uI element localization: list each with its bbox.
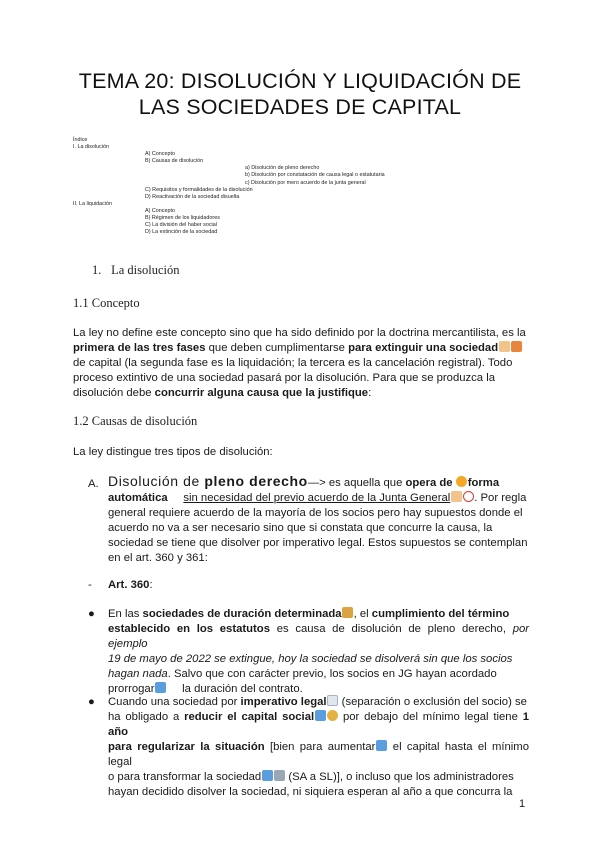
- down-arrow-icon: [315, 710, 326, 721]
- subsection-heading-concepto: 1.1 Concepto: [73, 296, 140, 310]
- toc-item[interactable]: D) La extinción de la sociedad: [145, 229, 218, 236]
- bold-text: para extinguir una sociedad: [348, 342, 499, 354]
- text-span: [bien para aumentar: [264, 741, 376, 753]
- text-line: proceso extintivo de una sociedad pasará por la disolución. Para que se produzca la: [73, 372, 496, 384]
- text-span: la duración del contrato.: [182, 683, 303, 695]
- people-icon: [511, 341, 522, 352]
- toc-item[interactable]: B) Régimen de los liquidadores: [145, 215, 220, 222]
- title-line-2: LAS SOCIEDADES DE CAPITAL: [138, 95, 462, 119]
- hourglass-icon: [342, 607, 353, 618]
- text-line: [108, 491, 529, 506]
- bold-text: Art. 360: [108, 579, 150, 591]
- bold-text: pleno derecho: [204, 473, 308, 489]
- text-line: [108, 607, 529, 622]
- text-span: es causa de disolución de pleno derecho,: [270, 623, 513, 635]
- text-span: el capital hasta el mínimo legal: [108, 741, 530, 768]
- document-title: [60, 68, 540, 120]
- clapping-hands-icon: [499, 341, 510, 352]
- toc-item[interactable]: D) Reactivación de la sociedad disuelta: [145, 193, 240, 200]
- text-line: sociedad se tiene que disolver por imperativo legal. Estos supuestos se contemplan: [108, 537, 528, 549]
- text-span: (separación o exclusión del socio) se: [338, 696, 527, 708]
- document-icon: [327, 695, 338, 706]
- bullet-marker: ●: [88, 696, 95, 708]
- explosion-icon: [456, 476, 467, 487]
- bold-text: cumplimiento del término: [371, 608, 510, 620]
- toc-item[interactable]: C) La división del haber social: [145, 222, 217, 229]
- text-span: prorrogar: [108, 683, 155, 695]
- text-span: que deben cumplimentarse: [205, 342, 349, 354]
- text-line: [108, 652, 529, 667]
- toc-item[interactable]: I. La disolución: [73, 144, 109, 151]
- section-heading-1: [92, 263, 180, 278]
- toc-item[interactable]: A) Concepto: [145, 151, 175, 158]
- list-marker-a: A.: [88, 478, 99, 490]
- bold-text: forma: [467, 477, 500, 489]
- text-line: La ley no define este concepto sino que ha sido definido por la doctrina mercantilista, es la: [73, 327, 526, 339]
- text-span: :: [368, 387, 372, 399]
- text-line: [108, 770, 529, 785]
- up-arrow-icon: [376, 740, 387, 751]
- text-line: [108, 667, 529, 682]
- text-line: de capital (la segunda fase es la liquidación; la tercera es la cancelación registral). Todo: [73, 357, 513, 369]
- section-title: La disolución: [111, 263, 180, 277]
- text-span: o para transformar la sociedad: [108, 771, 262, 783]
- bold-text: sociedades de duración determinada: [142, 608, 342, 620]
- text-span: . Por regla: [474, 492, 527, 504]
- text-span: En las: [108, 608, 143, 620]
- bullet-1-block: [108, 607, 529, 697]
- text-span: ha obligado a: [108, 711, 185, 723]
- text-line: general requiere acuerdo de la mayoría de los socios pero hay supuestos donde el: [108, 507, 523, 519]
- arrows-icon: [262, 770, 273, 781]
- page-number: 1: [519, 798, 526, 810]
- bold-text: imperativo legal: [240, 696, 327, 708]
- bullet-2-block: [108, 695, 529, 800]
- money-bag-icon: [327, 710, 338, 721]
- italic-text: hagan nada: [108, 668, 168, 680]
- text-span: . Salvo que con carácter previo, los socios en JG hayan acordado: [167, 668, 497, 680]
- table-of-contents: [73, 137, 385, 236]
- toc-item[interactable]: C) Requisitos y formalidades de la disolución: [145, 186, 253, 193]
- toc-item[interactable]: B) Causas de disolución: [145, 158, 204, 165]
- bold-text: automática: [108, 492, 168, 504]
- text-span: :: [149, 579, 153, 591]
- toc-item[interactable]: II. La liquidación: [73, 200, 112, 207]
- text-line: [108, 695, 529, 710]
- toc-item[interactable]: A) Concepto: [145, 207, 175, 214]
- toc-item[interactable]: Índice: [73, 137, 88, 143]
- text-line: acuerdo no va a ser necesario sino que si constata que concurre la causa, la: [108, 522, 493, 534]
- text-line: hayan decidido disolver la sociedad, ni siquiera esperan al año a que concurra la: [108, 786, 513, 798]
- bold-text: concurrir alguna causa que la justifique: [154, 387, 369, 399]
- text-line: [108, 710, 529, 740]
- text-span: por debajo del mínimo legal tiene: [338, 711, 523, 723]
- bold-text: reducir el capital social: [184, 711, 315, 723]
- text-span: Disolución de: [108, 473, 205, 489]
- arrows-icon: [155, 682, 166, 693]
- text-line: [108, 474, 529, 491]
- toc-item[interactable]: b) Disolución por constatación de causa legal o estatutaria: [245, 172, 385, 179]
- bold-text: para regularizar la situación: [108, 741, 265, 753]
- bold-text: primera de las tres fases: [73, 342, 206, 354]
- italic-text: por ejemplo: [108, 623, 530, 650]
- clapping-hands-icon: [451, 491, 462, 502]
- toc-item[interactable]: c) Disolución por mero acuerdo de la junta general: [245, 179, 366, 186]
- text-span: disolución debe: [73, 387, 155, 399]
- bullet-marker: ●: [88, 608, 95, 620]
- underlined-text: sin necesidad del previo acuerdo de la Junta General: [183, 492, 451, 504]
- text-line: [108, 622, 529, 652]
- bold-text: opera de: [405, 477, 456, 489]
- text-line: [73, 386, 528, 401]
- item-a-block: [108, 474, 529, 566]
- bold-text: 1 año: [108, 711, 529, 738]
- toc-item[interactable]: a) Disolución de pleno derecho: [245, 165, 320, 172]
- intro-text: La ley distingue tres tipos de disolución:: [73, 446, 273, 458]
- text-line: [108, 740, 529, 770]
- italic-text: 19 de mayo de 2022 se extingue, hoy la sociedad se disolverá sin que los socios: [108, 653, 513, 665]
- text-span: —> es aquella que: [307, 477, 406, 489]
- text-span: (SA a SL)], o incluso que los administradores: [285, 771, 514, 783]
- section-number: 1.: [92, 263, 102, 277]
- text-span: Cuando una sociedad por: [108, 696, 241, 708]
- prohibited-icon: [463, 491, 474, 502]
- text-span: , el: [353, 608, 372, 620]
- dash-marker: -: [88, 579, 92, 591]
- bank-icon: [274, 770, 285, 781]
- text-line: [73, 341, 528, 356]
- concept-paragraph: [73, 326, 528, 401]
- bold-text: establecido en los estatutos: [108, 623, 270, 635]
- subsection-heading-causas: 1.2 Causas de disolución: [73, 414, 198, 428]
- title-line-1: TEMA 20: DISOLUCIÓN Y LIQUIDACIÓN DE: [78, 69, 522, 93]
- art-360-label: [108, 578, 545, 593]
- text-line: en el art. 360 y 361:: [108, 552, 208, 564]
